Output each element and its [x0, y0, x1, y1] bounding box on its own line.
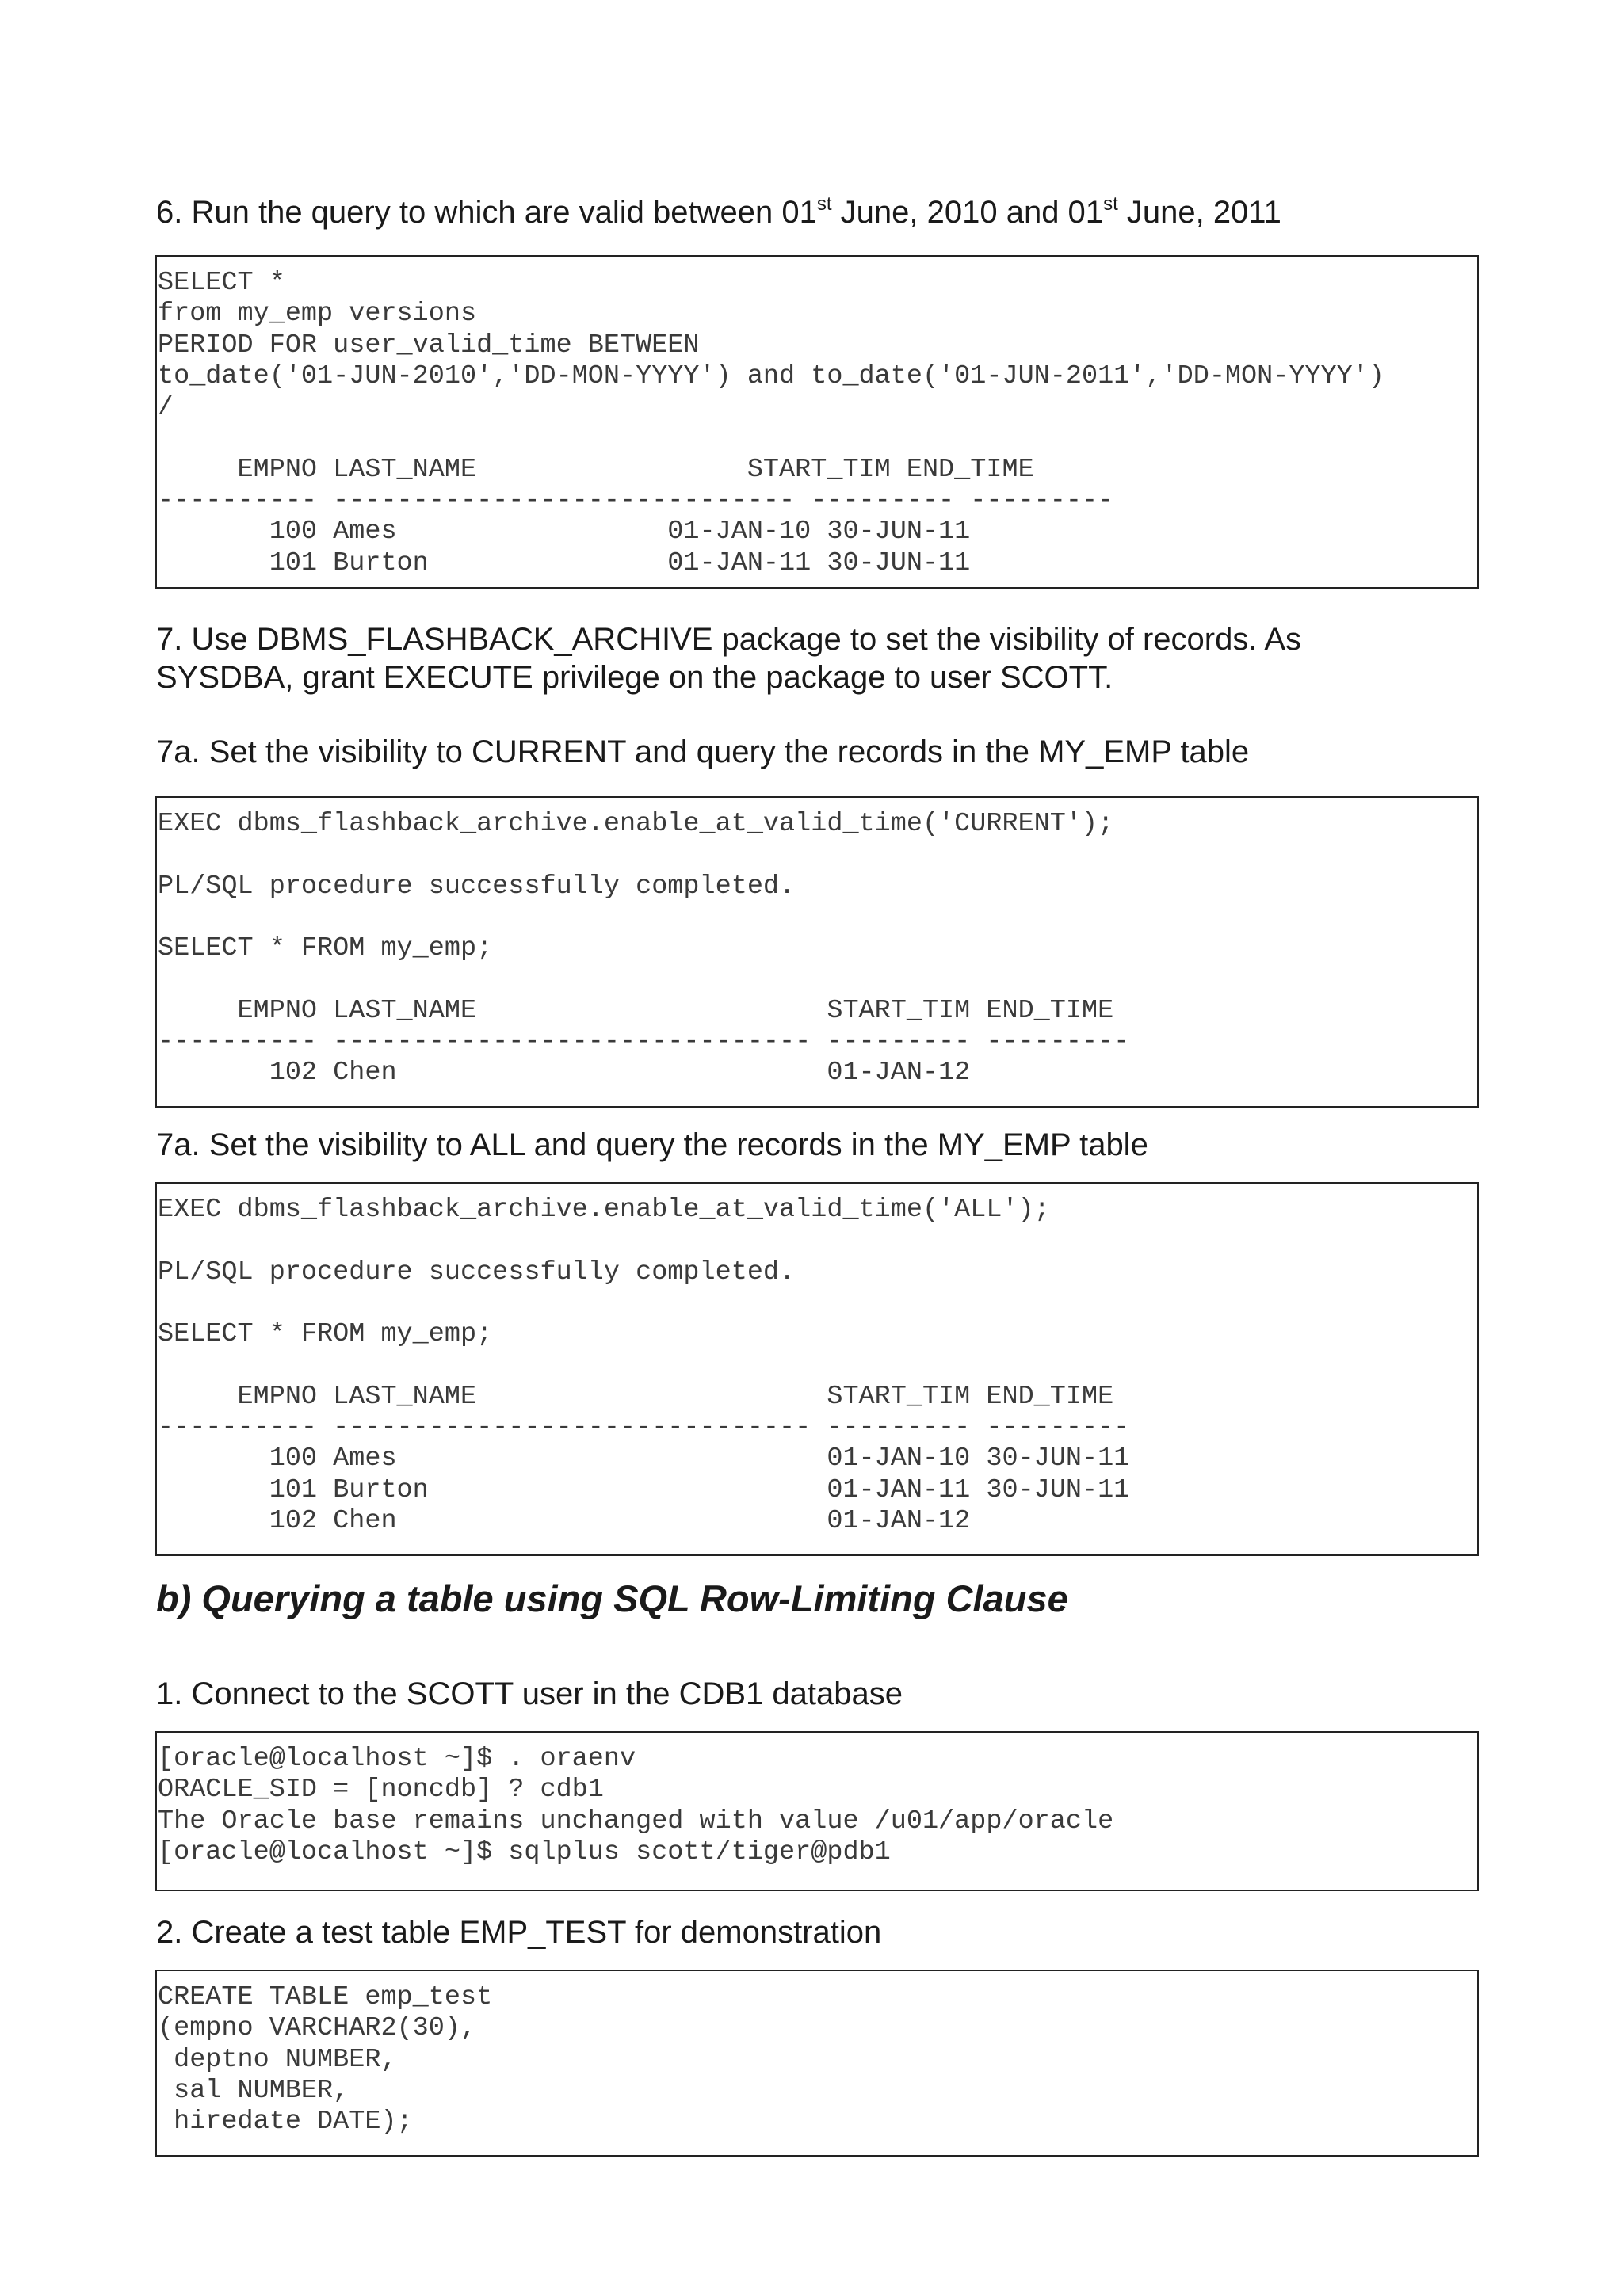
step-7a-all-instruction: 7a. Set the visibility to ALL and query the records in the MY_EMP table	[156, 1127, 1148, 1162]
step-6-code: SELECT * from my_emp versions PERIOD FOR user_valid_time BETWEEN to_date('01-JUN-2010','DD-MON-YYYY') and to_date('01-JUN-2011','DD-MON-YYYY') / EMPNO LAST_NAME START_TIM END_TIME ---------- ----------------------------- --------- --------- 100 Ames 01-JAN-10 30-JUN-11 101 Burton 01-JAN-11 30-JUN-11	[158, 268, 1384, 578]
ordinal-suffix: st	[816, 193, 832, 215]
step-b1-instruction: 1. Connect to the SCOTT user in the CDB1 database	[156, 1676, 903, 1711]
step-b2-code: CREATE TABLE emp_test (empno VARCHAR2(30), deptno NUMBER, sal NUMBER, hiredate DATE);	[158, 1982, 493, 2138]
step-7a-all-code: EXEC dbms_flashback_archive.enable_at_valid_time('ALL'); PL/SQL procedure successfully completed. SELECT * FROM my_emp; EMPNO LAST_NAME START_TIM END_TIME ---------- ------------------------------ --------- --------- 100 Ames 01-JAN-10 30-JUN-11 101 Burton 01-JAN-11 30-JUN-11 102 Chen 01-JAN-12	[158, 1195, 1130, 1536]
section-b-heading: b) Querying a table using SQL Row-Limiting Clause	[156, 1577, 1068, 1619]
step-7a-current-code: EXEC dbms_flashback_archive.enable_at_valid_time('CURRENT'); PL/SQL procedure successfully completed. SELECT * FROM my_emp; EMPNO LAST_NAME START_TIM END_TIME ---------- ------------------------------ --------- --------- 102 Chen 01-JAN-12	[158, 809, 1130, 1089]
step-b2-code-box	[155, 1970, 1479, 2157]
step-b1-code-box	[155, 1731, 1479, 1891]
ordinal-suffix: st	[1103, 193, 1118, 215]
step-7-instruction: 7. Use DBMS_FLASHBACK_ARCHIVE package to set the visibility of records. As SYSDBA, grant EXECUTE privilege on the package to user SCOTT.	[156, 622, 1302, 695]
step-6-instruction	[156, 193, 1503, 231]
step-6-text-part-2: June, 2010 and 01	[831, 195, 1104, 230]
step-6-code-box	[155, 255, 1479, 589]
step-6-text-part-3: June, 2011	[1117, 195, 1281, 230]
step-6-text-part-1: 6. Run the query to which are valid between 01	[156, 195, 817, 230]
step-7a-all-code-box	[155, 1182, 1479, 1556]
step-b2-instruction: 2. Create a test table EMP_TEST for demonstration	[156, 1915, 882, 1950]
step-7a-current-code-box	[155, 796, 1479, 1108]
step-7a-current-instruction: 7a. Set the visibility to CURRENT and query the records in the MY_EMP table	[156, 734, 1250, 769]
step-b1-code: [oracle@localhost ~]$ . oraenv ORACLE_SID = [noncdb] ? cdb1 The Oracle base remains unchanged with value /u01/app/oracle [oracle@localhost ~]$ sqlplus scott/tiger@pdb1	[158, 1744, 1114, 1867]
